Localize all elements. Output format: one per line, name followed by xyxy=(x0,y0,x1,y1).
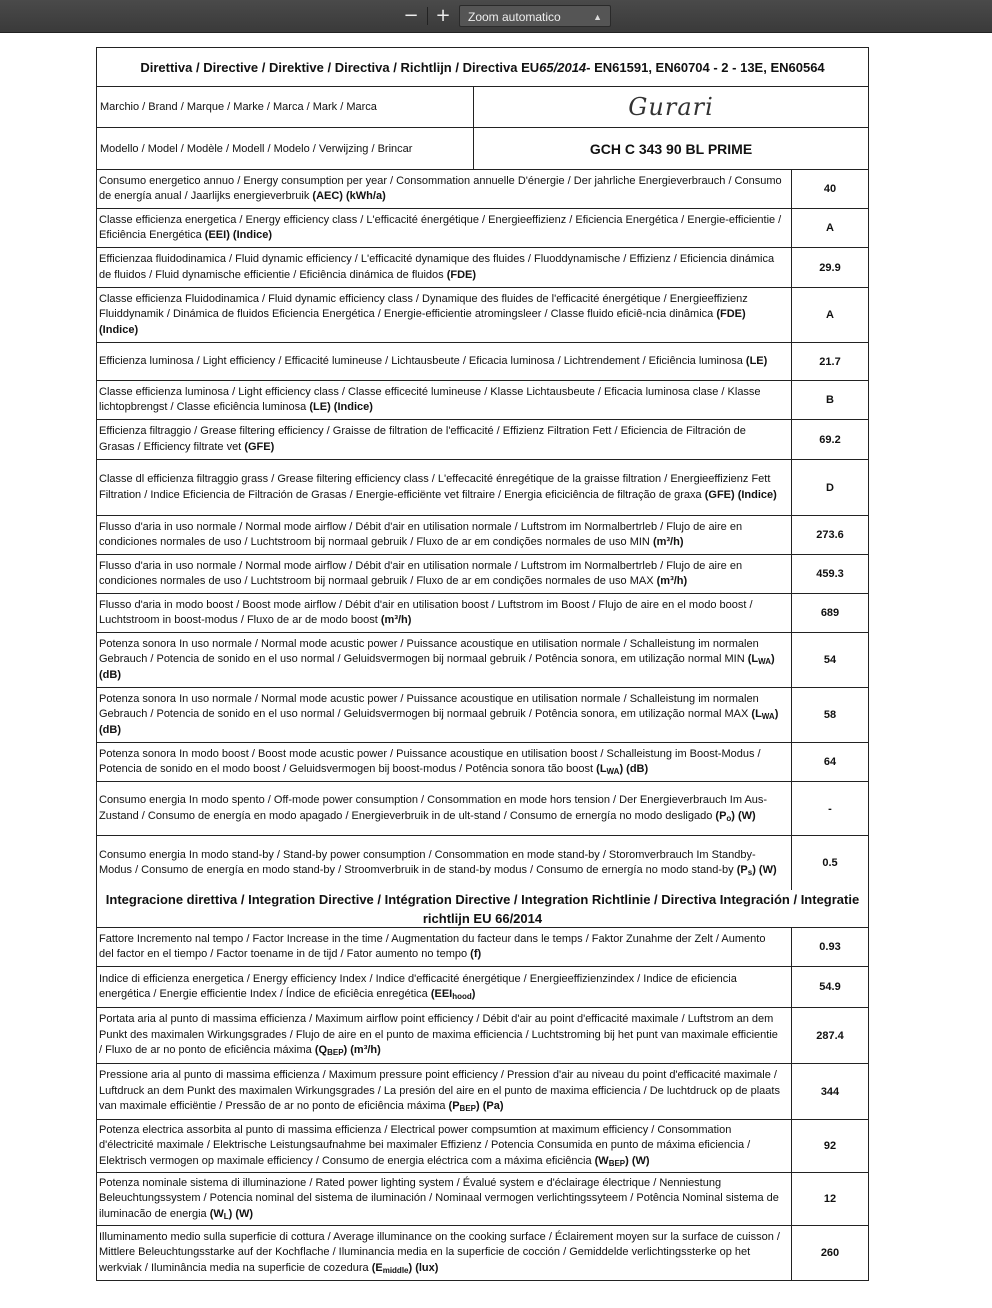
model-value: GCH C 343 90 BL PRIME xyxy=(589,140,753,157)
integration-parameters-block xyxy=(97,928,868,1280)
symbol-prefix: (P xyxy=(448,1100,460,1113)
symbol-suffix: ) (W) xyxy=(752,864,777,876)
parameter-text: Potenza sonora In uso normale / Normal mode acustic power / Puissance acoustique en utilisation normale / Schalleistung im normalen Gebrauch / Potencia de sonido en el uso normal / Geluidsvermogen bij normaal gebruik / Potência sonora, em utilização normal MIN xyxy=(99,637,759,666)
symbol-prefix: (P xyxy=(736,864,748,876)
parameter-description xyxy=(97,836,792,890)
symbol-subscript: s xyxy=(747,868,753,877)
parameter-text: Flusso d'aria in uso normale / Normal mode airflow / Débit d'air en utilisation normale / Luftstrom im Normalbertrleb / Flujo de aire en condiciones normales de uso / Luchtstroom bij normaal gebruik / Fluxo de ar em condições normales de uso MIN xyxy=(99,520,743,548)
parameter-text: Flusso d'aria in modo boost / Boost mode airflow / Débit d'air en utilisation boost / Luftstrom im Boost / Flujo de aire en el modo boost / Luchtstroom in boost-modus / Fluxo de ar de modo boost xyxy=(99,598,753,626)
parameter-description xyxy=(97,381,792,419)
parameter-text: Classe efficienza luminosa / Light efficiency class / Classe efficecité lumineuse / Klasse Lichtausbeute / Eficacia luminosa clase / Klasse lichtopbrengst / Classe eficiência luminosa xyxy=(99,385,761,413)
symbol-subscript: WA xyxy=(758,657,772,667)
parameter-description xyxy=(97,516,792,554)
parameter-text: Consumo energia In modo spento / Off-mode power consumption / Consommation en mode hors tension / Der Energieverbrauch Im Aus-Zustand / Consumo de energía en modo apagado / Energieverbruik in de ult-stand / Consumo de ernergía no modo desligado xyxy=(99,794,768,822)
parameter-description xyxy=(97,1226,792,1280)
symbol-prefix: (P xyxy=(715,809,727,822)
parameter-description xyxy=(97,594,792,632)
symbol-suffix: ) xyxy=(471,988,476,1000)
parameter-value: A xyxy=(826,309,834,321)
parameter-text: Potenza electrica assorbita al punto di massima efficienza / Electrical power compsumtion at maximum efficiency / Consommation d'électricité maximale / Elektrische Leistungsaufnahme bei maximaler Effizienz / Potencia Consumida en punto de máxima eficiencia / Elektrisch vermogen op maximale efficiency / Consumo de energia eléctrica com a máxima eficiência xyxy=(99,1123,751,1167)
table-row xyxy=(97,1173,868,1226)
model-label: Modello / Model / Modèle / Modell / Modelo / Verwijzing / Brincar xyxy=(97,128,474,169)
parameter-symbol xyxy=(372,1262,439,1274)
symbol-prefix: (E xyxy=(371,1261,383,1274)
chevron-updown-icon: ▲ xyxy=(593,12,602,22)
symbol-subscript: WA xyxy=(761,712,775,722)
energy-label-table xyxy=(96,47,869,1281)
symbol-subscript: hood xyxy=(452,992,472,1001)
table-row xyxy=(97,928,868,967)
parameter-symbol: (m³/h) xyxy=(656,575,688,587)
parameter-description xyxy=(97,288,792,342)
parameter-value: B xyxy=(826,394,834,406)
directive-prefix: Direttiva / Directive / Direktive / Directiva / Richtlijn / Directiva EU xyxy=(140,59,540,75)
table-row xyxy=(97,1226,868,1280)
zoom-in-button[interactable]: + xyxy=(435,5,451,26)
parameter-text: Classe dl efficienza filtraggio grass / Grease filtering efficiency class / L'effecacité énregétique de la graisse filtration / Energieeffizienz Fett Filtration / Indice Eficiencia de Filtración de Grasas / Energie-efficiënte vet filtraire / Energia eficiciência de filtração de graxa xyxy=(99,473,771,501)
model-row xyxy=(97,128,868,170)
table-row xyxy=(97,967,868,1008)
parameter-value: 21.7 xyxy=(819,355,841,368)
directive-standards: - EN61591, EN60704 - 2 - 13E, EN60564 xyxy=(586,59,825,75)
parameter-symbol: (LE) (Indice) xyxy=(309,401,373,413)
pdf-viewer-toolbar xyxy=(0,0,992,33)
table-row xyxy=(97,170,868,209)
parameter-value: 273.6 xyxy=(816,529,844,541)
parameter-value: 260 xyxy=(820,1247,840,1259)
parameter-symbol: (AEC) (kWh/a) xyxy=(312,190,386,202)
symbol-suffix: ) (W) xyxy=(731,809,756,822)
parameter-text: Efficienza filtraggio / Grease filtering efficiency / Graisse de filtration de l'efficacité / Effizienz Filtration Fett / Eficiencia de Filtración de Grasas / Efficiency filtrate vet xyxy=(99,425,746,453)
parameter-description xyxy=(97,1064,792,1119)
table-row xyxy=(97,288,868,343)
symbol-prefix: (W xyxy=(209,1207,224,1220)
parameter-value: 92 xyxy=(823,1140,837,1152)
parameter-value: 689 xyxy=(820,607,840,619)
parameter-text: Illuminamento medio sulla superficie di cottura / Average illuminance on the cooking surface / Éclairement moyen sur la surface de cuisson / Mittlere Beleuchtungsstarke auf der Kochflache / Iluminancia media en la superficie de cocción / Gemiddelde verlichtingssterke op het werkviak / Iluminância media na superficie de cozedura xyxy=(99,1230,780,1274)
table-row xyxy=(97,836,868,890)
parameter-value: 58 xyxy=(823,709,837,721)
symbol-subscript: WA xyxy=(606,767,620,776)
parameter-symbol xyxy=(431,988,476,1000)
parameter-description xyxy=(97,688,792,742)
symbol-suffix: ) (m³/h) xyxy=(343,1044,381,1057)
parameter-text: Fattore Incremento nal tempo / Factor Increase in the time / Augmentation du facteur dans le temps / Faktor Zunahme der Zelt / Aumento del factor en el tiempo / Factor toename in de tijd / Fator aumento no tempo xyxy=(99,932,766,960)
symbol-prefix: (L xyxy=(747,653,759,666)
symbol-subscript: L xyxy=(223,1211,229,1221)
table-row xyxy=(97,782,868,836)
symbol-subscript: BEP xyxy=(459,1104,476,1114)
zoom-select[interactable] xyxy=(459,5,611,27)
parameter-description xyxy=(97,248,792,287)
parameter-description xyxy=(97,343,792,380)
parameter-description xyxy=(97,555,792,593)
parameter-description xyxy=(97,782,792,835)
parameter-symbol: (GFE) xyxy=(244,440,275,453)
table-row xyxy=(97,381,868,420)
table-row xyxy=(97,516,868,555)
symbol-subscript: BEP xyxy=(327,1048,344,1058)
table-row xyxy=(97,688,868,743)
table-row xyxy=(97,209,868,248)
parameter-value: 54 xyxy=(823,654,837,666)
symbol-suffix: ) (Pa) xyxy=(476,1100,504,1113)
symbol-suffix: ) (dB) xyxy=(99,708,779,736)
symbol-prefix: (W xyxy=(594,1154,609,1167)
table-row xyxy=(97,1008,868,1064)
symbol-subscript: middle xyxy=(382,1265,409,1275)
table-row xyxy=(97,248,868,288)
parameter-value: 54.9 xyxy=(819,981,841,993)
parameter-text: Efficienzaa fluidodinamica / Fluid dynamic efficiency / L'efficacité dynamique des fluides / Fluoddynamische / Effizienz / Eficiencia dinámica de fluidos / Fluid dynamische efficientie / Eficiência dinámica de fluidos xyxy=(99,253,775,281)
parameter-text: Potenza sonora In modo boost / Boost mode acustic power / Puissance acoustique en utilisation boost / Schalleistung im Boost-Modus / Potencia de sonido en el modo boost / Geluidsvermogen bij boost-modus / Potência sonora tão boost xyxy=(99,747,761,775)
toolbar-separator xyxy=(427,7,428,25)
parameter-description xyxy=(97,633,792,687)
parameter-symbol: (FDE) xyxy=(446,268,477,281)
table-row xyxy=(97,460,868,516)
parameter-text: Consumo energetico annuo / Energy consumption per year / Consommation annuelle D'énergie / Der jahrliche Energieverbrauch / Consumo de energía anual / Jaarlijks energieverbruik xyxy=(99,174,782,202)
table-row xyxy=(97,555,868,594)
symbol-prefix: (Q xyxy=(314,1044,328,1057)
symbol-subscript: BEP xyxy=(608,1158,626,1168)
parameter-text: Pressione aria al punto di massima efficienza / Maximum pressure point efficiency / Pression d'air au niveau du point d'efficacité maximale / Luftdruck an dem Punkt des maximalen Wirkungsgrades / La presión del aire en el punto de maxima efficiencia / De luchtdruck op de plaats van maximale efficiëntie / Pressão de ar no ponto de eficiência máxima xyxy=(99,1069,780,1113)
parameter-value: 69.2 xyxy=(819,433,841,446)
parameter-value: - xyxy=(828,802,832,815)
parameter-symbol xyxy=(210,1208,253,1220)
symbol-suffix: ) (W) xyxy=(228,1207,254,1220)
brand-row xyxy=(97,87,868,128)
parameter-description xyxy=(97,928,792,966)
directive-title xyxy=(97,48,868,87)
table-row xyxy=(97,343,868,381)
parameter-description xyxy=(97,1120,792,1172)
model-value-cell xyxy=(474,128,868,169)
parameters-block xyxy=(97,170,868,890)
parameter-value: 459.3 xyxy=(816,568,844,580)
symbol-prefix: (EEI xyxy=(430,988,453,1000)
directive-number: 65/2014 xyxy=(539,59,587,75)
table-row xyxy=(97,594,868,633)
table-row xyxy=(97,743,868,782)
parameter-value: 344 xyxy=(820,1085,840,1098)
parameter-value: 29.9 xyxy=(819,261,841,274)
parameter-symbol: (EEI) (Indice) xyxy=(204,229,273,241)
parameter-symbol: (f) xyxy=(470,948,482,960)
parameter-value: 0.93 xyxy=(819,941,841,953)
symbol-prefix: (L xyxy=(751,708,762,721)
table-row xyxy=(97,633,868,688)
parameter-text: Efficienza luminosa / Light efficiency / Efficacité lumineuse / Lichtausbeute / Eficacia luminosa / Lichtrendement / Eficiência luminosa xyxy=(99,354,743,367)
parameter-symbol: (m³/h) xyxy=(380,614,412,626)
parameter-value: 12 xyxy=(823,1193,837,1205)
parameter-description xyxy=(97,209,792,247)
parameter-text: Classe efficienza energetica / Energy efficiency class / L'efficacité énergétique / Energieeffizienz / Eficiencia Energética / Energie-efficientie / Eficiência Energética xyxy=(99,213,782,241)
symbol-suffix: ) (lux) xyxy=(408,1261,439,1274)
symbol-prefix: (L xyxy=(596,763,607,775)
parameter-symbol xyxy=(595,1155,650,1167)
parameter-description xyxy=(97,460,792,515)
parameter-value: 64 xyxy=(823,756,837,768)
table-row xyxy=(97,420,868,460)
parameter-value: 0.5 xyxy=(822,857,838,869)
parameter-description xyxy=(97,170,792,208)
parameter-description xyxy=(97,967,792,1007)
brand-logo xyxy=(474,87,868,127)
parameter-symbol xyxy=(596,763,648,775)
parameter-text: Indice di efficienza energetica / Energy efficiency Index / Indice d'efficacité énergétique / Energieeffizienzindex / Indice de eficiencia energética / Energie efficientie Index / Índice de eficiêcia enregética xyxy=(99,972,737,1000)
parameter-symbol: (GFE) (Indice) xyxy=(704,488,777,501)
symbol-suffix: ) (dB) xyxy=(99,653,775,681)
symbol-suffix: ) (W) xyxy=(625,1154,650,1167)
parameter-text: Potenza sonora In uso normale / Normal mode acustic power / Puissance acoustique en utilisation normale / Schalleistung im normalen Gebrauch / Potencia de sonido en el uso normal / Geluidsvermogen bij normaal gebruik / Potência sonora, em utilização normal MAX xyxy=(99,692,759,721)
parameter-text: Flusso d'aria in uso normale / Normal mode airflow / Débit d'air en utilisation normale / Luftstrom im Normalbertrleb / Flujo de aire en condiciones normales de uso / Luchtstroom bij normaal gebruik / Fluxo de ar em condições normales de uso MAX xyxy=(99,559,743,587)
parameter-symbol xyxy=(715,810,755,822)
parameter-symbol: (LE) xyxy=(745,354,768,367)
symbol-suffix: ) (dB) xyxy=(619,763,649,775)
parameter-text: Classe efficienza Fluidodinamica / Fluid dynamic efficiency class / Dynamique des fluides de l'efficacité énergétique / Energieeffizienz Fluiddynamik / Dinámica de fluidos Eficiencia Energética / Energie-efficientie atromingsleer / Classe fluido eficiê-ncia dinâmica xyxy=(99,292,748,321)
zoom-out-button[interactable]: − xyxy=(403,5,419,26)
parameter-symbol: (m³/h) xyxy=(652,536,684,548)
parameter-description xyxy=(97,420,792,459)
parameter-value: A xyxy=(826,222,834,234)
parameter-value: D xyxy=(826,481,834,494)
parameter-symbol xyxy=(737,864,777,876)
parameter-description xyxy=(97,1173,792,1225)
parameter-symbol: (FDE) (Indice) xyxy=(99,308,746,336)
parameter-value: 40 xyxy=(823,183,837,195)
table-row xyxy=(97,1064,868,1120)
brand-label: Marchio / Brand / Marque / Marke / Marca / Mark / Marca xyxy=(97,87,474,127)
parameter-text: Potenza nominale sistema di illuminazione / Rated power lighting system / Évalué system e d'éclairage électrique / Nenniestung Beleuchtungssystem / Potencia nominal del sistema de iluminación / Nominaal vermogen verlichtingssyteem / Potência Nominal sistema de iluminacão de energia xyxy=(99,1176,779,1220)
table-row xyxy=(97,1120,868,1173)
parameter-symbol xyxy=(315,1044,381,1056)
integration-directive-title: Integracione direttiva / Integration Directive / Intégration Directive / Integration Richtlinie / Directiva Integración / Integratie richtlijn EU 66/2014 xyxy=(97,890,868,928)
parameter-symbol xyxy=(449,1100,504,1112)
parameter-text: Consumo energia In modo stand-by / Stand-by power consumption / Consommation en mode stand-by / Storomverbrauch Im Standby-Modus / Consumo de energía en modo stand-by / Stroomverbruik in de stand-by modus / Consumo de ernergía no modo stand-by xyxy=(99,848,756,876)
parameter-description xyxy=(97,743,792,781)
parameter-text: Portata aria al punto di massima efficienza / Maximum airflow point efficiency / Débit d'air au point d'efficacité maximale / Luftstrom an dem Punkt des maximalen Wirkungsgrades / Flujo de aire en el punto de maxima efficiencia / Luchtstroming bij het punt van maximale efficientie / Fluxo de ar no ponto de eficiência máxima xyxy=(99,1013,778,1057)
zoom-select-label: Zoom automatico xyxy=(468,10,561,24)
symbol-subscript: o xyxy=(726,813,732,823)
brand-value: Gurari xyxy=(628,93,714,121)
parameter-description xyxy=(97,1008,792,1063)
parameter-value: 287.4 xyxy=(816,1029,844,1042)
